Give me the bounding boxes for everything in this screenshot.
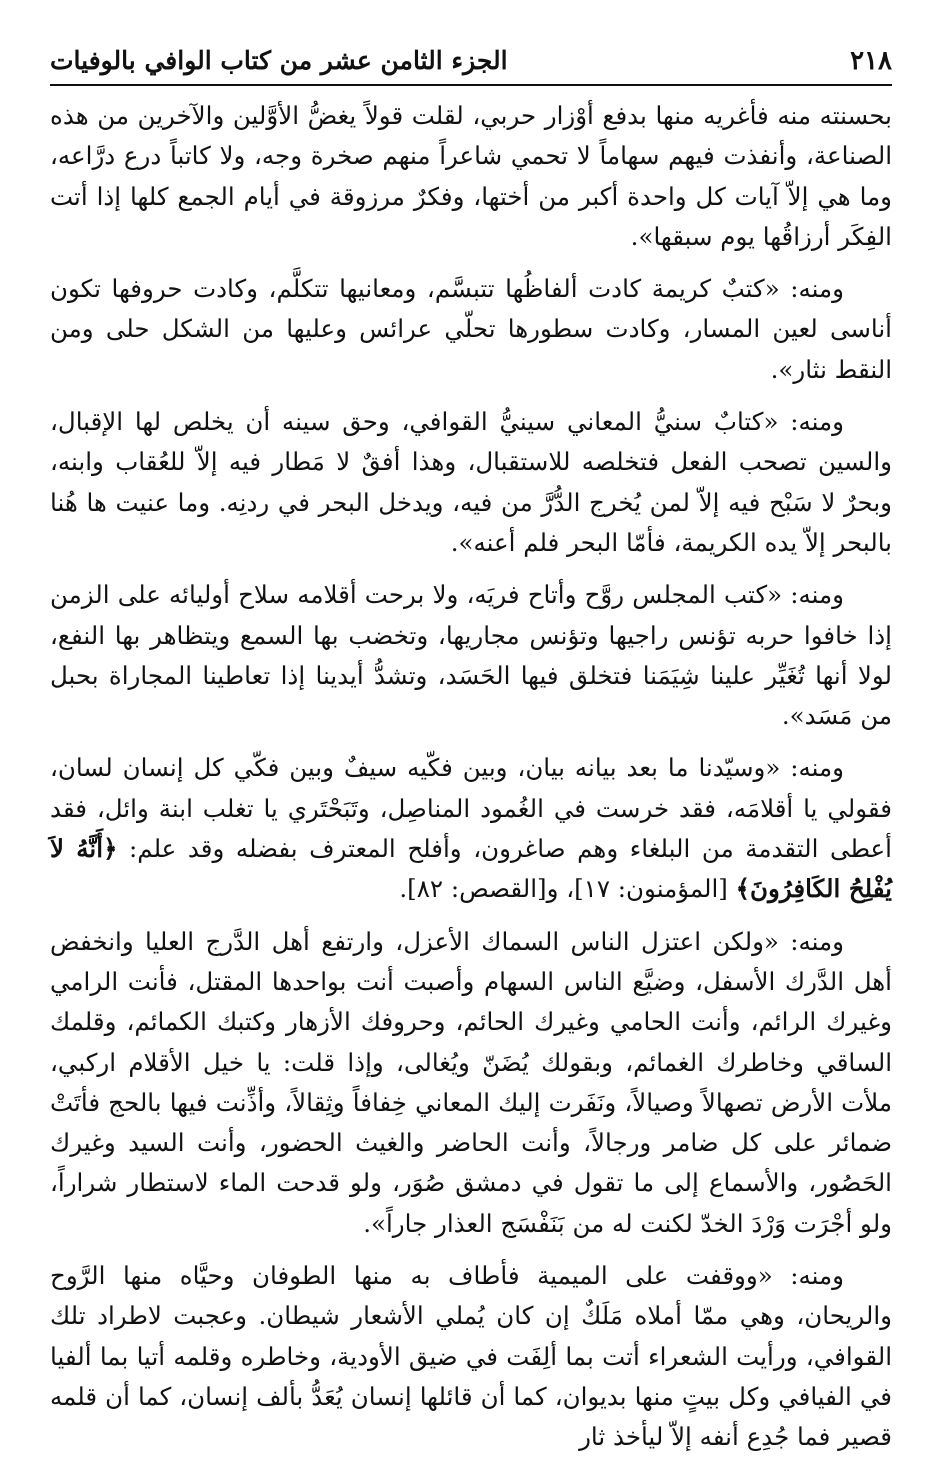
paragraph-text: ومنه: «ووقفت على الميمية فأطاف به منها الطوفان وحيَّاه منها الرَّوح والريحان، وهي ممّا أملاه مَلَكٌ إن كان يُملي الأشعار شيطان. وعجبت لاطراد تلك القوافي، ورأيت الشعراء أتت بما ألِفَت في ضيق الأودية، وخاطره وقلمه أتيا بما ألفيا في الفيافي وكل بيتٍ منها بديوان، كما أن قائلها إنسان يُعَدُّ بألف إنسان، كما أن قلمه قصير فما جُدِع أنفه إلاّ ليأخذ ثار (50, 1261, 892, 1452)
page-number: ٢١٨ (850, 46, 892, 76)
paragraph-text: ومنه: «كتبٌ كريمة كادت ألفاظُها تتبسَّم، ومعانيها تتكلَّم، وكادت حروفها تكون أناسى لعين المسار، وكادت سطورها تحلّي عرائس وعليها من الشكل حلى ومن النقط نثار». (50, 274, 892, 384)
paragraph-text: ومنه: «وسيّدنا ما بعد بيانه بيان، وبين فكّيه سيفٌ وبين فكّي كل إنسان لسان، فقولي يا أقلامَه، فقد خرست في الغُمود المناصِل، وتَبَحْتَري يا تغلب ابنة وائل، فقد أعطى التقدمة من البلغاء وهم صاغرون، وأفلح المعترف بفضله وقد علم: (50, 753, 892, 864)
paragraph (50, 269, 892, 390)
paragraph (50, 575, 892, 736)
paragraph-text: ومنه: «كتابٌ سنيُّ المعاني سينيُّ القوافي، وحق سينه أن يخلص لها الإقبال، والسين تصحب الفعل فتخلصه للاستقبال، وهذا أفقٌ لا مَطار فيه إلاّ للعُقاب وابنه، وبحرٌ لا سَبْح فيه إلاّ لمن يُخرج الدُّرَّ من فيه، ويدخل البحر في ردنِه. وما عنيت ها هُنا بالبحر إلاّ يده الكريمة، فأمّا البحر فلم أعنه». (50, 407, 892, 557)
paragraph (50, 402, 892, 563)
paragraph-text: ومنه: «كتب المجلس روَّح وأتاح فريَه، ولا برحت أقلامه سلاح أوليائه على الزمن إذا خافوا حربه تؤنس راجيها وتؤنس مجاريها، وتخضب بها السمع ويتظاهر بها النفع، لولا أنها تُغَيِّر علينا شِيَمَنا فتخلق فيها الحَسَد، وتشدُّ أيدينا إذا تعاطينا المجاراة بحبل من مَسَد». (50, 580, 892, 731)
paragraph (50, 96, 892, 257)
paragraph-text: ومنه: «ولكن اعتزل الناس السماك الأعزل، وارتفع أهل الدَّرج العليا وانخفض أهل الدَّرك الأسفل، وضيَّع الناس السهام وأصبت أنت بواحدها المقتل، فأنت الرامي وغيرك الرائم، وأنت الحامي وغيرك الحائم، وحروفك الأزهار وكتبك الكمائم، وقلمك الساقي وخاطرك الغمائم، وبقولك يُضَنّ ويُغالى، وإذا قلت: يا خيل الأقلام اركبي، ملأت الأرض تصهالاً وصيالاً، ونَفَرت إليك المعاني خِفافاً وثِقالاً، وأذِّنت فيها بالحج فأتَتْ ضمائر على كل ضامر ورجالاً، وأنت الحاضر والغيث الحضور، وأنت السيد وغيرك الحَصُور، والأسماع إلى ما تقول في دمشق صُوَر، ولو قدحت الماء لاستطار شراراً، ولو أجْرَت وَرْدَ الخدّ لكنت له من بَنَفْسَج العذار جاراً». (50, 926, 892, 1238)
paragraph (50, 922, 892, 1244)
paragraph (50, 1256, 892, 1457)
paragraph (50, 748, 892, 909)
page-body (50, 96, 892, 1470)
running-title: الجزء الثامن عشر من كتاب الوافي بالوفيات (50, 46, 508, 75)
quran-verse: ﴿أَنَّهُ لاَ يُفْلِحُ الكَافِرُونَ﴾ (50, 834, 892, 904)
verse-citation: [المؤمنون: ١٧]، و[القصص: ٨٢]. (399, 874, 728, 904)
paragraph-text: بحسنته منه فأغريه منها بدفع أوْزار حربي، لقلت قولاً يغضُّ الأوَّلين والآخرين من هذه الصناعة، وأنفذت فيهم سهاماً لا تحمي شاعراً منهم صخرة وجه، ولا كاتباً درع درَّاعه، وما هي إلاّ آيات كل واحدة أكبر من أختها، وفكرٌ مرزوقة في أيام الجمع كلها إذا أتت الفِكَر أرزاقُها يوم سبقها». (50, 101, 892, 251)
page-header (50, 40, 892, 86)
